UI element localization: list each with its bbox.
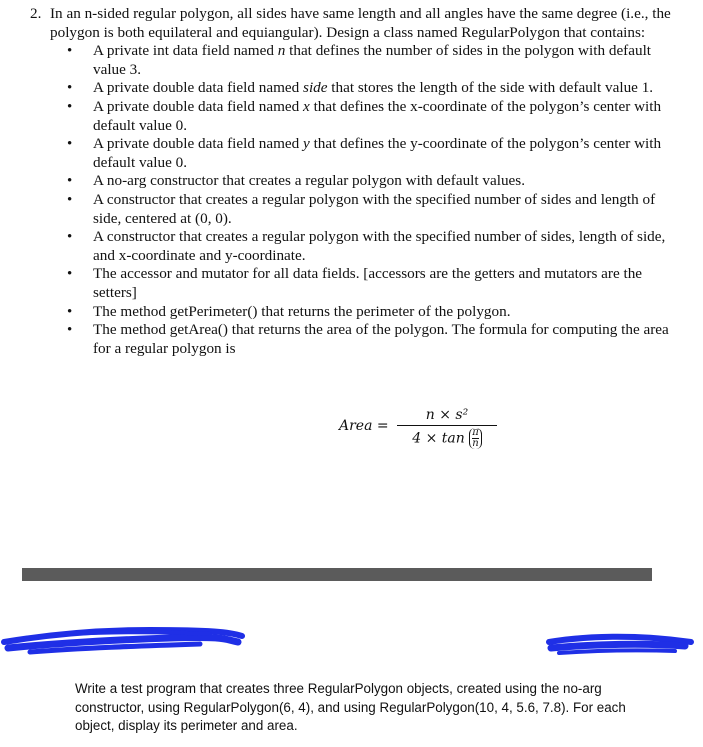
list-item: • The method getPerimeter() that returns the perimeter of the polygon. [93, 303, 680, 322]
question-body [50, 5, 680, 358]
formula-numerator: n × s² [425, 407, 469, 423]
formula-fraction [397, 406, 497, 449]
question-intro: In an n-sided regular polygon, all sides have same length and all angles have the same degree (i.e., the polygon is both equilateral and equiangular). Design a class named RegularPolygon that contains: [50, 5, 671, 41]
list-item: • The accessor and mutator for all data fields. [accessors are the getters and mutators are the setters] [93, 265, 680, 302]
question-block [30, 5, 680, 358]
variable-name: y [303, 135, 310, 153]
question-number: 2. [30, 5, 42, 22]
list-item: • A private double data field named x that defines the x-coordinate of the polygon’s center with default value 0. [93, 98, 680, 135]
formula-denominator: 4 × tan $\frac{\pi}{n}$ [397, 428, 497, 449]
task-instructions: Write a test program that creates three RegularPolygon objects, created using the no-arg constructor, using RegularPolygon(6, 4), and using RegularPolygon(10, 4, 5.6, 7.8). For each object, display its perimeter and area. [75, 681, 626, 733]
list-item: • A constructor that creates a regular polygon with the specified number of sides, length of side, and x-coordinate and y-coordinate. [93, 228, 680, 265]
variable-name: side [303, 79, 328, 97]
list-item: • A no-arg constructor that creates a regular polygon with default values. [93, 172, 680, 191]
variable-name: n [277, 42, 286, 60]
fraction-bar [397, 425, 497, 426]
list-item: • A constructor that creates a regular polygon with the specified number of sides and length of side, centered at (0, 0). [93, 191, 680, 228]
list-item: • The method getArea() that returns the area of the polygon. The formula for computing the area for a regular polygon is [93, 321, 680, 358]
variable-name: x [303, 97, 310, 115]
list-item: • A private double data field named y that defines the y-coordinate of the polygon’s center with default value 0. [93, 135, 680, 172]
pi-over-n: $\frac{\pi}{n}$ [469, 428, 482, 449]
redaction-scribble-left [0, 622, 245, 658]
divider-bar [22, 568, 652, 581]
list-item: • A private double data field named side that stores the length of the side with default value 1. [93, 79, 680, 98]
formula-lhs: Area = [339, 418, 389, 434]
list-item: • A private int data field named n that defines the number of sides in the polygon with default value 3. [93, 42, 680, 79]
requirements-list [93, 42, 680, 358]
redaction-scribble-right [545, 630, 695, 658]
